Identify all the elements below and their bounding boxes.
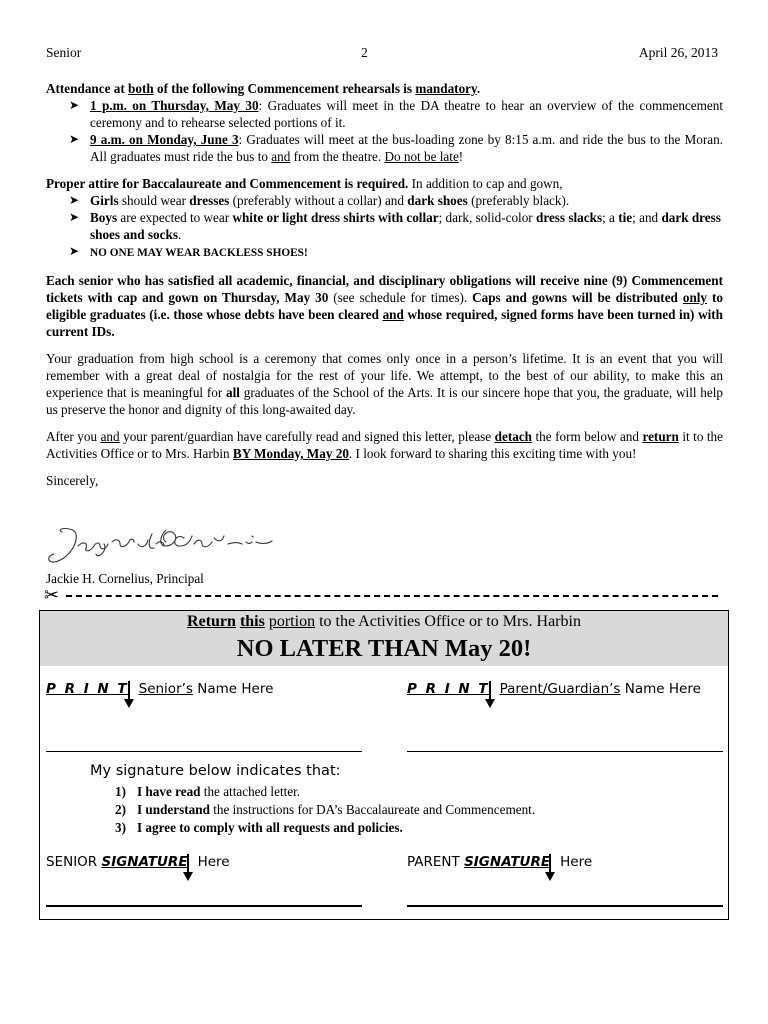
header-date: April 26, 2013 [638, 45, 718, 60]
dashed-divider [66, 595, 718, 597]
arrow-bullet-icon: ➤ [69, 244, 80, 258]
agreement-list [115, 783, 535, 837]
arrow-bullet-icon: ➤ [69, 132, 80, 146]
parent-name-label: P R I N T Parent/Guardian’s Name Here [407, 681, 701, 697]
attire-backless: ➤ NO ONE MAY WEAR BACKLESS SHOES! [69, 244, 308, 259]
return-form [39, 610, 729, 920]
graduation-paragraph: Your graduation from high school is a ceremony that comes only once in a person’s lifetime. It is an event that you will remember with a great deal of nostalgia for the rest of your life. We attempt, to the best of our ability, to make this an experience that is meaningful for all graduates of the School of the Arts. It is our sincere hope that you, the graduate, will help us preserve the honor and dignity of this long-awaited day. [46, 351, 724, 417]
cut-line [44, 586, 720, 606]
rehearsals-intro: Attendance at both of the following Commencement rehearsals is mandatory. [46, 81, 481, 96]
form-deadline: NO LATER THAN May 20! [236, 635, 532, 662]
senior-name-label: P R I N T Senior’s Name Here [46, 681, 273, 697]
arrow-bullet-icon: ➤ [69, 210, 80, 224]
page-header [46, 45, 718, 65]
parent-name-line[interactable] [407, 751, 723, 752]
attire-intro: Proper attire for Baccalaureate and Commencement is required. In addition to cap and gown, [46, 176, 563, 191]
attire-girls: ➤ Girls should wear dresses (preferably without a collar) and dark shoes (preferably black). [69, 193, 570, 208]
agreement-item: 2) I understand the instructions for DA’s Baccalaureate and Commencement. [115, 802, 536, 817]
sincerely: Sincerely, [46, 473, 99, 488]
senior-signature-line[interactable] [46, 905, 362, 907]
rehearsal-item: ➤ 9 a.m. on Monday, June 3: Graduates will meet at the bus-loading zone by 8:15 a.m. and ride the bus to the Moran. All graduates must ride the bus to and from the theatre. Do not be late! [69, 132, 723, 164]
signature-statement: My signature below indicates that: [90, 763, 341, 779]
page-number: 2 [361, 45, 368, 60]
attire-list [46, 192, 723, 262]
rehearsal-item: ➤ 1 p.m. on Thursday, May 30: Graduates will meet in the DA theatre to hear an overview of the commencement ceremony and to rehearse selected portions of it. [69, 98, 724, 130]
tickets-paragraph: Each senior who has satisfied all academic, financial, and disciplinary obligations will receive nine (9) Commencement tickets with cap and gown on Thursday, May 30 (see schedule for times). Caps and gowns will be distributed only to eligible graduates (i.e. those whose debts have been cleared and whose required, signed forms have been turned in) with current IDs. [46, 273, 723, 339]
senior-signature-label: SENIOR SIGNATURE Here [46, 854, 230, 870]
principal-signature-image [44, 520, 274, 570]
agreement-item: 1) I have read the attached letter. [115, 784, 301, 799]
letter-body [46, 80, 723, 489]
return-instructions: Return this portion to the Activities Office or to Mrs. Harbin [187, 613, 581, 630]
attire-boys: ➤ Boys are expected to wear white or light dress shirts with collar; dark, solid-color dress slacks; a tie; and dark dress shoes and socks. [69, 210, 721, 242]
arrow-bullet-icon: ➤ [69, 98, 80, 112]
instructions-paragraph: After you and your parent/guardian have carefully read and signed this letter, please detach the form below and return it to the Activities Office or to Mrs. Harbin BY Monday, May 20. I look forward to sharing this exciting time with you! [46, 429, 724, 461]
form-header [40, 611, 728, 666]
arrow-bullet-icon: ➤ [69, 193, 80, 207]
rehearsal-list [46, 97, 723, 165]
principal-name: Jackie H. Cornelius, Principal [46, 571, 204, 586]
header-left: Senior [46, 45, 82, 60]
parent-signature-label: PARENT SIGNATURE Here [407, 854, 592, 870]
agreement-item: 3) I agree to comply with all requests and policies. [115, 820, 403, 835]
parent-signature-line[interactable] [407, 905, 723, 907]
scissors-icon: ✂ [44, 585, 60, 606]
senior-name-line[interactable] [46, 751, 362, 752]
